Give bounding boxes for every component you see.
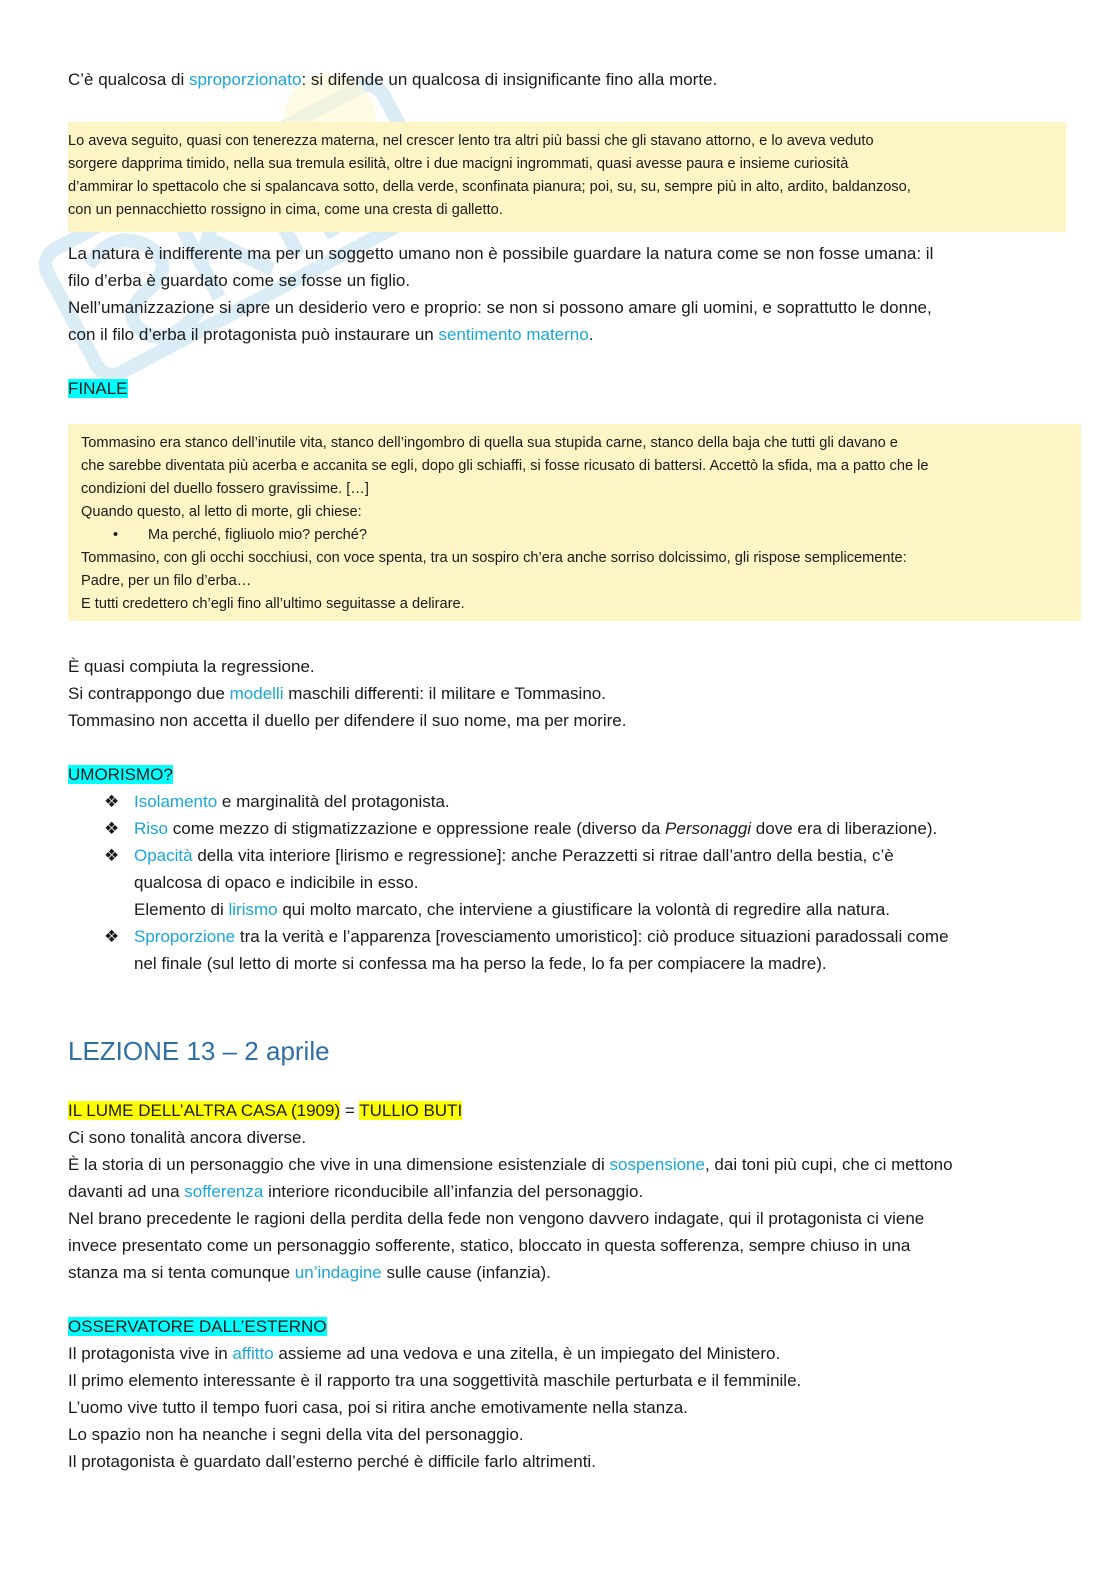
paragraph-line: invece presentato come un personaggio sofferente, statico, bloccato in questa sofferenza, sempre chiuso in una (68, 1236, 911, 1255)
highlight-word: lirismo (228, 900, 278, 919)
bullet-item-continuation: nel finale (sul letto di morte si confessa ma ha perso la fede, lo fa per compiacere la madre). (134, 954, 827, 973)
highlight-word: affitto (232, 1344, 274, 1363)
text: maschili differenti: il militare e Tommasino. (283, 684, 606, 703)
text: stanza ma si tenta comunque (68, 1263, 295, 1282)
paragraph-line (68, 1259, 551, 1286)
paragraph-line (68, 321, 593, 348)
diamond-bullet-icon: ❖ (104, 792, 120, 811)
bullet-item-continuation (134, 896, 890, 923)
text: Si contrappongo due (68, 684, 230, 703)
tag-label: OSSERVATORE DALL’ESTERNO (68, 1317, 327, 1336)
text: sulle cause (infanzia). (381, 1263, 551, 1282)
tag-label: IL LUME DELL’ALTRA CASA (1909) (68, 1101, 341, 1120)
text: tra la verità e l’apparenza [rovesciamento umoristico]: ciò produce situazioni paradossali come (235, 927, 949, 946)
text: assieme ad una vedova e una zitella, è un impiegato del Ministero. (273, 1344, 781, 1363)
text: = (340, 1101, 360, 1120)
section-tag-osservatore (68, 1313, 327, 1340)
quote-line: Quando questo, al letto di morte, gli chiese: (81, 504, 362, 520)
quote-line: sorgere dapprima timido, nella sua tremula esilità, oltre i due macigni ingrommati, quasi avesse paura e insieme curiosità (68, 156, 849, 172)
tag-label: UMORISMO? (68, 765, 173, 784)
quote-line: Tommasino, con gli occhi socchiusi, con voce spenta, tra un sospiro ch’era anche sorriso dolcissimo, gli rispose semplicemente: (81, 550, 907, 566)
quote-line: Ma perché, figliuolo mio? perché? (148, 527, 368, 543)
diamond-bullet-icon: ❖ (104, 846, 120, 865)
quote-line: con un pennacchietto rossigno in cima, come una cresta di galletto. (68, 202, 503, 218)
highlight-word: sofferenza (184, 1182, 264, 1201)
text: interiore riconducibile all’infanzia del personaggio. (263, 1182, 644, 1201)
paragraph-line: Ci sono tonalità ancora diverse. (68, 1128, 307, 1147)
text: Elemento di (134, 900, 229, 919)
paragraph-line: Il primo elemento interessante è il rapporto tra una soggettività maschile perturbata e il femminile. (68, 1371, 802, 1390)
quote-line: Lo aveva seguito, quasi con tenerezza materna, nel crescer lento tra altri più bassi che gli stavano attorno, e lo aveva veduto (68, 133, 874, 149)
text: , dai toni più cupi, che ci mettono (704, 1155, 953, 1174)
tag-label: TULLIO BUTI (359, 1101, 463, 1120)
highlight-word: Opacità (134, 846, 193, 865)
bullet-item (134, 815, 937, 842)
text: della vita interiore [lirismo e regressione]: anche Perazzetti si ritrae dall’antro della bestia, c’è (192, 846, 894, 865)
text: e marginalità del protagonista. (217, 792, 450, 811)
quote-line: Tommasino era stanco dell’inutile vita, stanco dell’ingombro di quella sua stupida carne, stanco della baja che tutti gli davano e (81, 435, 898, 451)
quote-line: condizioni del duello fossero gravissime. […] (81, 481, 369, 497)
paragraph-line: È quasi compiuta la regressione. (68, 657, 315, 676)
paragraph-line: La natura è indifferente ma per un soggetto umano non è possibile guardare la natura come se non fosse umana: il (68, 244, 934, 263)
paragraph-line: L’uomo vive tutto il tempo fuori casa, poi si ritira anche emotivamente nella stanza. (68, 1398, 688, 1417)
section-tag-finale (68, 375, 128, 402)
bullet-dot-icon: • (113, 527, 119, 543)
paragraph-line (68, 1340, 780, 1367)
bullet-item (134, 788, 450, 815)
quote-line: che sarebbe diventata più acerba e accanita se egli, dopo gli schiaffi, si fosse ricusato di battersi. Accettò la sfida, ma a patto che le (81, 458, 929, 474)
section-tag-lume (68, 1097, 462, 1124)
text: È la storia di un personaggio che vive in una dimensione esistenziale di (68, 1155, 610, 1174)
quote-line: E tutti credettero ch’egli fino all’ultimo seguitasse a delirare. (81, 596, 465, 612)
paragraph-line: Nell’umanizzazione si apre un desiderio vero e proprio: se non si possono amare gli uomini, e soprattutto le donne, (68, 298, 932, 317)
highlight-word: Isolamento (134, 792, 218, 811)
text: davanti ad una (68, 1182, 185, 1201)
highlight-word: Riso (134, 819, 169, 838)
diamond-bullet-icon: ❖ (104, 927, 120, 946)
quote-line: Padre, per un filo d’erba… (81, 573, 252, 589)
text: . (588, 325, 594, 344)
paragraph-line: Lo spazio non ha neanche i segni della vita del personaggio. (68, 1425, 524, 1444)
text: come mezzo di stigmatizzazione e oppressione reale (diverso da (168, 819, 666, 838)
text: : si difende un qualcosa di insignificante fino alla morte. (301, 70, 718, 89)
bullet-item (134, 842, 894, 869)
paragraph-line (68, 1151, 953, 1178)
text: dove era di liberazione). (751, 819, 938, 838)
quote-block-1 (68, 122, 1066, 232)
paragraph-sproporzionato (68, 66, 717, 93)
text: C’è qualcosa di (68, 70, 189, 89)
paragraph-line: Nel brano precedente le ragioni della perdita della fede non vengono davvero indagate, qui il protagonista ci viene (68, 1209, 925, 1228)
diamond-bullet-icon: ❖ (104, 819, 120, 838)
highlight-word: sproporzionato (188, 70, 302, 89)
lesson-heading: LEZIONE 13 – 2 aprile (68, 1036, 330, 1066)
quote-line: d’ammirar lo spettacolo che si spalancava sotto, della verde, sconfinata pianura; poi, su, su, sempre più in alto, ardito, baldanzoso, (68, 179, 911, 195)
highlight-word: Sproporzione (134, 927, 236, 946)
text: qui molto marcato, che interviene a giustificare la volontà di regredire alla natura. (277, 900, 890, 919)
paragraph-line (68, 1178, 643, 1205)
highlight-word: un’indagine (294, 1263, 382, 1282)
paragraph-line (68, 680, 606, 707)
bullet-item-continuation: qualcosa di opaco e indicibile in esso. (134, 873, 419, 892)
text: con il filo d’erba il protagonista può instaurare un (68, 325, 439, 344)
quote-bullet-line (81, 524, 1081, 547)
paragraph-line: Tommasino non accetta il duello per difendere il suo nome, ma per morire. (68, 711, 627, 730)
highlight-word: modelli (229, 684, 284, 703)
quote-block-2 (68, 424, 1081, 621)
section-tag-umorismo (68, 761, 173, 788)
bullet-item (134, 923, 949, 950)
italic-title: Personaggi (665, 819, 752, 838)
tag-label: FINALE (68, 379, 128, 398)
highlight-word: sentimento materno (438, 325, 589, 344)
paragraph-line: filo d’erba è guardato come se fosse un figlio. (68, 271, 411, 290)
highlight-word: sospensione (609, 1155, 705, 1174)
paragraph-line: Il protagonista è guardato dall’esterno perché è difficile farlo altrimenti. (68, 1452, 596, 1471)
text: Il protagonista vive in (68, 1344, 233, 1363)
